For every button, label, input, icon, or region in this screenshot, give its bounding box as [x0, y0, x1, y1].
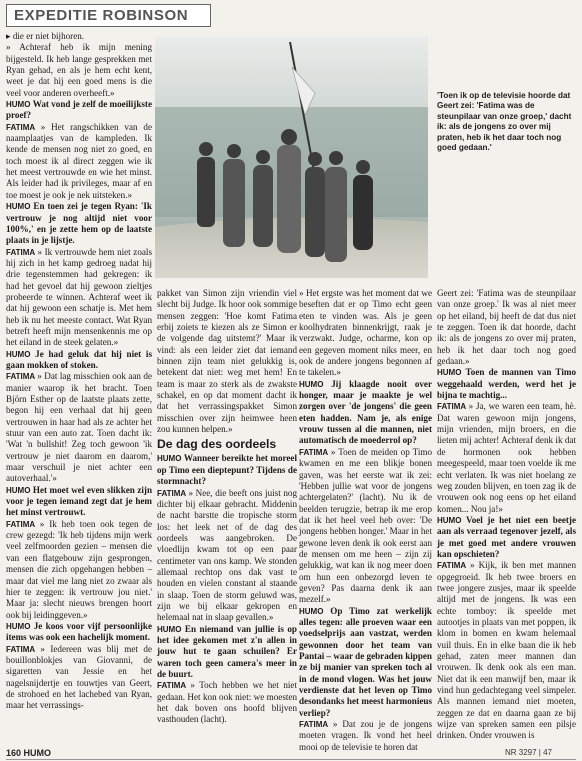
- page-number: 160: [6, 748, 22, 758]
- paragraph: [6, 99, 152, 122]
- photo-caption: 'Toen ik op de televisie hoorde dat Geert zei: 'Fatima was de steunpilaar van onze groep,' dacht ik: als de jongens zo over mij praten, heb ik het daar toch nog goed gedaan.': [437, 91, 572, 153]
- paragraph-text: Toen de mannen van Timo weggehaald werden, werd het je bijna te machtig...: [437, 367, 576, 401]
- column-1: [6, 31, 152, 746]
- speaker-label: FATIMA: [157, 488, 189, 498]
- paragraph-text: » Toen de meiden op Timo kwamen en me een blikje bonen gaven, was het eerste wat ik zei: 'Hebben jullie wat voor de jongens achtergelaten?' (lacht). Nu ik de beelden terugzie, betrap ik me erop dat ik het heel veel heb over: 'De jongens hebben honger.' Maar in het gewone leven denk ik ook eerst aan de mensen om me heen – zijn zij gelukkig, wat kan ik nog meer doen om hun een onbezorgd leven te geven? Pas daarna denk ik aan mezelf.»: [299, 446, 432, 605]
- paragraph-text: » Kijk, ik ben met mannen opgegroeid. Ik heb twee broers en twee jongere zusjes, maar ik speelde altijd met de jongens. Ik was een echte tomboy: ik speelde met autootjes in plaats van met poppen, ik klom in bomen en kwam helemaal vuil thuis. En in elke baan die ik heb gehad, zaten meer mannen dan vrouwen. Ik denk ook als een man. Niet dat ik een manwijf ben, maar ik vind hun gedachtegang veel simpeler. Als mannen iemand niet moeten, zeggen ze dat en daarna gaan ze bij wijze van spreken samen een pilsje drinken. Onder vrouwen is: [437, 560, 577, 741]
- paragraph-text: Wat vond je zelf de moeilijkste proef?: [6, 99, 152, 121]
- speaker-label: HUMO: [299, 379, 332, 389]
- speaker-label: FATIMA: [6, 644, 41, 654]
- paragraph: [157, 288, 297, 435]
- paragraph-text: » Achteraf heb ik mijn mening bijgesteld. Ik heb lange gesprekken met Ryan gehad, en als je hem echt kent, weet je dat hij een goed mens is die veel voor anderen overheeft.»: [6, 42, 152, 98]
- paragraph: [299, 606, 432, 719]
- paragraph: [157, 488, 297, 624]
- paragraph-text: En niemand van jullie is op het idee gekomen met z'n allen in jouw hut te gaan schuilen? Er waren toch geen camera's meer in de buurt.: [157, 623, 297, 679]
- paragraph-text: Voel je het niet een beetje aan als verraad tegenover jezelf, als je met goed met andere vrouwen kan opschieten?: [437, 514, 576, 559]
- speaker-label: HUMO: [6, 485, 33, 495]
- paragraph: [6, 644, 152, 712]
- paragraph: [437, 560, 576, 742]
- paragraph: [299, 447, 432, 606]
- speaker-label: FATIMA: [299, 447, 331, 457]
- paragraph: [6, 122, 152, 201]
- paragraph-text: » Toch hebben we het niet gedaan. Het kon ook niet: we moesten het dak boven ons hoofd blijven vasthouden (lacht).: [157, 680, 297, 725]
- paragraph-text: pakket van Simon zijn vriendin viel slecht bij Judge. Ik hoor ook sommige mensen zeggen: 'Hoe komt Fatima erbij zoiets te kiezen als ze Simon er de volgende dag uitstemt?' Maar ik vind: als een leider ziet dat iemand binnen zijn team niet gelukkig is, betekent dat niet: weg met hem! En team is maar zo sterk als de zwakste schakel, en op dat moment dacht ik dat het verrassingspakket Simon misschien over zijn heimwee heen zou kunnen helpen.»: [157, 288, 297, 435]
- speaker-label: HUMO: [6, 349, 36, 359]
- section-header: [6, 4, 211, 27]
- speaker-label: HUMO: [299, 606, 331, 616]
- paragraph: [157, 624, 297, 681]
- column-3: [299, 288, 433, 752]
- paragraph: [437, 401, 576, 514]
- speaker-label: HUMO: [6, 621, 34, 631]
- paragraph-text: Het moet wel even slikken zijn voor je tegen iemand zegt dat je hem het minst vertrouwt.: [6, 484, 152, 518]
- speaker-label: FATIMA: [437, 561, 470, 571]
- speaker-label: FATIMA: [437, 402, 469, 412]
- group-photo: [155, 37, 428, 278]
- paragraph: [437, 367, 576, 401]
- paragraph: [6, 621, 152, 644]
- beach-group-image: [155, 37, 428, 278]
- paragraph: [299, 379, 432, 447]
- paragraph: [437, 288, 576, 367]
- paragraph-text: » Ik vertrouwde hem niet zoals hij zich in het kamp gedroeg nadat hij drie tegenstemmen had gekregen: ik had het gevoel dat hij gewoon zieltjes probeerde te winnen. Achteraf weet ik dat hij gewoon een schatje is. Met hem heb ik nu het meeste contact. Wat Ryan betreft heeft mijn mensenkennis me op het eiland in de steek gelaten.»: [6, 246, 152, 348]
- paragraph: [437, 515, 576, 560]
- paragraph: [299, 719, 432, 753]
- speaker-label: HUMO: [157, 624, 185, 634]
- paragraph: [6, 371, 152, 484]
- speaker-label: FATIMA: [157, 681, 191, 691]
- paragraph-text: » Dat zou je de jongens moeten vragen. Ik vond het heel mooi op de televisie te horen dat: [299, 719, 433, 752]
- paragraph-text: » Dat lag misschien ook aan de manier waarop ik het bracht. Toen Björn Esther op de laatste plaats zette, begon hij een verhaal dat hij geen vertrouwen in haar had als ze achter het stuur van een auto zat. Toen dacht ik: 'Wat 'n bullshit! Zeg toch gewoon 'ik vertrouw je niet daarom en daarom,' maar verschuil je niet achter een autoverhaal.'»: [6, 371, 152, 484]
- paragraph: [6, 519, 152, 621]
- column-2: [157, 288, 297, 738]
- speaker-label: HUMO: [6, 202, 34, 212]
- speaker-label: FATIMA: [6, 372, 38, 382]
- paragraph: [6, 42, 152, 99]
- paragraph-text: ▸ die er niet bijhoren.: [6, 31, 85, 41]
- paragraph-text: » Ik heb toen ook tegen de crew gezegd: 'Ik heb tijdens mijn werk veel zelfmoorden gezien – mensen die van een flatgebouw zijn gesprongen, mensen die zich opgehangen hebben – maar dat viel me lang niet zo zwaar als hier te zeggen: ik vertrouw jou niet.' Maar ja: slecht nieuws brengen hoort ook bij leidinggeven.»: [6, 518, 153, 620]
- paragraph-text: Je koos voor vijf persoonlijke items was ook een hachelijk moment.: [6, 620, 152, 643]
- speaker-label: FATIMA: [299, 720, 333, 730]
- paragraph: [6, 201, 152, 246]
- speaker-label: FATIMA: [6, 519, 40, 529]
- paragraph-text: » Het rangschikken van de naamplaatjes van de kampleden. Ik kende de mensen nog niet zo goed, en toch moest ik al direct zeggen wie ik het meest vertrouwde en wie het minst. Als leider had ik privileges, maar af en toe moest je ook je nek uitsteken.»: [6, 121, 153, 200]
- footer-rule: [6, 759, 576, 760]
- speaker-label: HUMO: [437, 368, 466, 378]
- paragraph-text: » Nee, die beeft ons juist nog dichter bij elkaar gebracht. Middenin de nacht barstte die tropische storm los: het leek net of de dag des oordeels was aangebroken. De vloedlijn kwam tot op een paar centimeter van ons kamp. We stonden allemaal rechtop ons dak vast te houden en vielen constant al staande in slaap. Toen de storm geluwd was, zijn we bij elkaar gekropen en helemaal nat in slaap gevallen.»: [157, 487, 298, 623]
- paragraph-text: Wanneer bereikte het moreel op Timo een dieptepunt? Tijdens de stormnacht?: [157, 453, 297, 487]
- column-4: [437, 288, 577, 741]
- speaker-label: HUMO: [6, 100, 33, 110]
- paragraph-text: Op Timo zat werkelijk alles tegen: alle proeven waar een voedselprijs aan vastzat, werden gewonnen door het team van Pantai – waar de gebraden kippen ze bij manier van spreken toch al in de mond vlogen. Was het jouw verdienste dat het leven op Timo desondanks het meest harmonieus verliep?: [299, 605, 432, 718]
- paragraph-text: Geert zei: 'Fatima was de steunpilaar van onze groep.' Ik was al niet meer op het eiland, bij heeft de dat dus niet te zeggen. Toen ik dat hoorde, dacht ik: als de jongens zo over mij praten, heb ik het daar toch nog goed gedaan.»: [437, 288, 576, 367]
- speaker-label: HUMO: [437, 515, 466, 525]
- brand-logo: HUMO: [23, 748, 52, 758]
- subheading: De dag des oordeels: [157, 437, 277, 452]
- paragraph: [6, 247, 152, 349]
- section-title: EXPEDITIE ROBINSON: [14, 7, 189, 24]
- paragraph: [6, 31, 152, 42]
- paragraph-text: Je had geluk dat hij niet is gaan mokken of stoken.: [6, 348, 152, 370]
- paragraph-text: » Ja, we waren een team, hè. Dat waren gewoon mijn jongens, mijn vrienden, mijn broers, en die lieten mij achter! Achteraf denk ik dat de hormonen ook hebben meegespeeld, maar toen voelde ik me echt verlaten. Ik was niet hoelang ze weg zouden blijven, en toen zag ik de vrouwen ook nog eens op het eiland komen... Nou ja!»: [437, 401, 576, 514]
- speaker-label: HUMO: [157, 454, 184, 464]
- paragraph-text: » Het ergste was het moment dat we beseften dat er op Timo echt geen eten te vinden was. Als je geen koolhydraten binnenkrijgt, raak je verzwakt. Judge, ocharme, kon op een gegeven moment niks meer, en ook de andere jongens begonnen af te takelen.»: [299, 288, 432, 378]
- paragraph-text: » Iedereen was blij met de bouillonblokjes van Giovanni, de sigaretten van Jessie en het nagelsnijdertje en touwtjes van Geert, de strohoed en het lachebed van Ryan, maar het verrassings-: [6, 643, 152, 711]
- paragraph: [6, 349, 152, 372]
- paragraph-text: Jij klaagde nooit over honger, maar je maakte je wel zorgen over 'de jongens' die geen eten hadden. Nam je, als enige vrouw tussen al die mannen, niet automatisch de moederrol op?: [299, 378, 432, 446]
- paragraph: [299, 288, 432, 379]
- paragraph: [157, 680, 297, 725]
- page-footer-left: [6, 748, 51, 758]
- paragraph: [6, 485, 152, 519]
- issue-info: NR 3297 | 47: [505, 748, 552, 757]
- paragraph: [157, 453, 297, 487]
- speaker-label: FATIMA: [6, 247, 38, 257]
- paragraph-text: En toen zei je tegen Ryan: 'Ik vertrouw je nog altijd niet voor 100%,' en je zette hem op de laatste plaats in je lijstje.: [6, 201, 152, 246]
- speaker-label: FATIMA: [6, 122, 41, 132]
